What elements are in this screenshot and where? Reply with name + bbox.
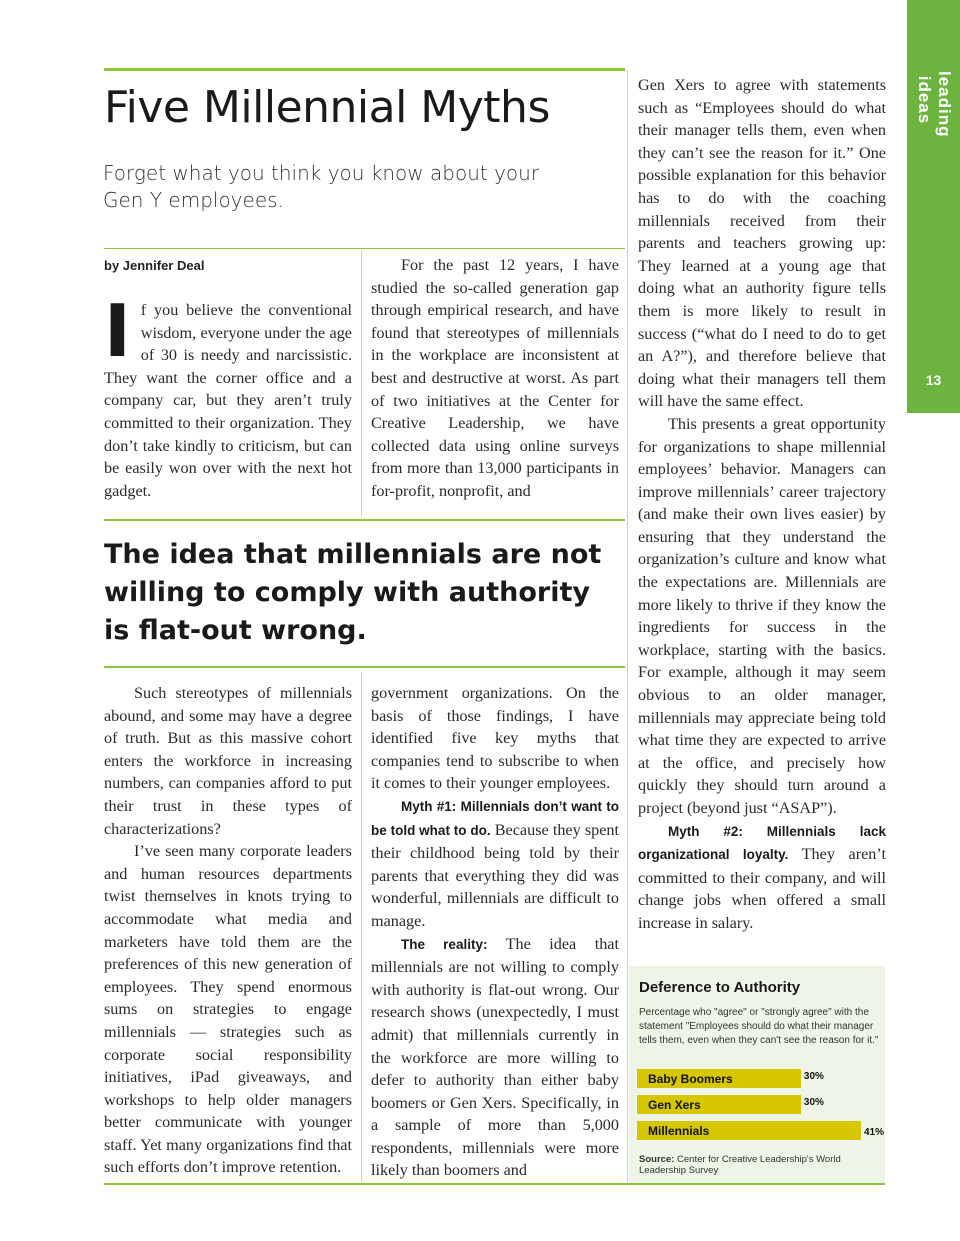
source-label: Source: — [639, 1154, 675, 1165]
col1-paragraph-1: Such stereotypes of millennials abound, and some may have a degree of truth. But as this massive cohort enters the workforce in increasing numbers, can companies afford to put their trust in these types of characterizations? — [104, 684, 352, 838]
column-divider-bottom — [361, 672, 362, 1182]
section-label: leading ideas — [915, 71, 954, 138]
pull-quote-rule-top — [104, 519, 625, 521]
chart-subtitle: Percentage who "agree" or "strongly agree" with the statement "Employees should do what their manager tells them, even when they can't see the reason for it." — [639, 1007, 879, 1046]
source-text: Center for Creative Leadership's World Leadership Survey — [639, 1154, 841, 1176]
chart-title: Deference to Authority — [639, 979, 801, 996]
myth2-label: Myth #2: Millennials lack organizational loyalty. — [638, 823, 886, 863]
col2-paragraph-1: government organizations. On the basis of those findings, I have identified five key myths that companies tend to subscribe to when it comes to their younger employees. — [371, 684, 619, 793]
body-column-2 — [371, 682, 619, 1182]
reality-label: The reality: — [401, 936, 488, 952]
bar-label-millennials: Millennials — [648, 1124, 710, 1138]
bar-label-baby-boomers: Baby Boomers — [648, 1072, 733, 1086]
title-rule — [104, 68, 625, 71]
reality-paragraph — [371, 933, 619, 1183]
myth1-label: Myth #1: Millennials don’t want to be told what to do. — [371, 798, 619, 838]
column-divider-top — [361, 250, 362, 516]
intro-column — [104, 289, 352, 502]
body-column-1 — [104, 682, 352, 1179]
intro-text: f you believe the conventional wisdom, everyone under the age of 30 is needy and narcissistic. They want the corner office and a company car, but they aren’t truly committed to their organization. They don’t take kindly to criticism, but can be easily won over with the next hot gadget. — [104, 301, 352, 500]
bar-label-gen-xers: Gen Xers — [648, 1098, 701, 1112]
bar-value-gen-xers: 30% — [803, 1097, 824, 1108]
pull-quote: The idea that millennials are not willing to comply with authority is flat-out wrong. — [104, 539, 602, 646]
section-tab — [907, 0, 960, 413]
byline: by Jennifer Deal — [104, 258, 205, 273]
dropcap: I — [104, 289, 131, 373]
body-column-3 — [638, 74, 886, 935]
col2-top-text: For the past 12 years, I have studied the so-called generation gap through empirical research, and have found that stereotypes of millennials in the workplace are inconsistent at best and destructive at worst. As part of two initiatives at the Center for Creative Leadership, we have collected data using online surveys from more than 13,000 participants in for-profit, nonprofit, and — [371, 256, 619, 500]
chart-source — [639, 1154, 879, 1176]
bar-value-baby-boomers: 30% — [803, 1071, 824, 1082]
byline-rule — [104, 248, 625, 249]
myth1-paragraph — [371, 795, 619, 933]
col3-paragraph-2: This presents a great opportunity for organizations to shape millennial employees’ behavior. Managers can improve millennials’ career trajectory (and make their own lives easier) by ensuring that they understand the organization’s culture and know what the expectations are. Millennials are more likely to thrive if they know the ingredients for success in the workplace, starting with the basics. For example, although it may seem obvious to an older manager, millennials may appreciate being told what time they are expected to arrive at the office, and precisely how quickly they should turn around a project (beyond just “ASAP”). — [638, 414, 886, 817]
article-title: Five Millennial Myths — [104, 82, 550, 133]
page-number: 13 — [925, 372, 942, 388]
reality-text: The idea that millennials are not willing to comply with authority is flat-out wrong. Our research shows (unexpectedly, I must admit) that millennials currently in the workforce are more willing to defer to authority than either baby boomers or Gen Xers. Specifically, in a sample of more than 5,000 respondents, millennials were more likely than boomers and — [371, 934, 619, 1180]
bar-value-millennials: 41% — [864, 1127, 885, 1138]
pull-quote-rule-bottom — [104, 666, 625, 668]
article-deck: Forget what you think you know about your Gen Y employees. — [103, 161, 540, 212]
bottom-rule — [104, 1183, 885, 1185]
col3-paragraph-1: Gen Xers to agree with statements such as “Employees should do what their manager tells them, even when they can’t see the reason for it.” One possible explanation for this behavior has to do with the coaching millennials received from their parents and teachers growing up: They learned at a young age that doing what an authority figure tells them is more likely to result in success (“what do I need to do to get an A?”), and therefore believe that doing what their managers tell them will have the same effect. — [638, 76, 886, 411]
myth2-paragraph — [638, 820, 886, 935]
myth2-text: They aren’t committed to their company, and will change jobs when offered a small increase in salary. — [638, 845, 886, 932]
column-divider-right — [627, 70, 628, 1182]
intro-column-2 — [371, 254, 619, 503]
myth1-text: Because they spent their childhood being told by their parents that everything they did was wonderful, millennials are difficult to manage. — [371, 820, 619, 930]
deference-chart — [629, 966, 885, 1184]
col1-paragraph-2: I’ve seen many corporate leaders and human resources departments twist themselves in knots trying to accommodate what media and marketers have told them are the preferences of this new generation of employees. They spend enormous sums on strategies to engage millennials — strategies such as corporate social responsibility initiatives, iPad giveaways, and workshops to help older managers better communicate with younger staff. Yet many organizations find that such efforts don’t improve retention. — [104, 842, 352, 1177]
